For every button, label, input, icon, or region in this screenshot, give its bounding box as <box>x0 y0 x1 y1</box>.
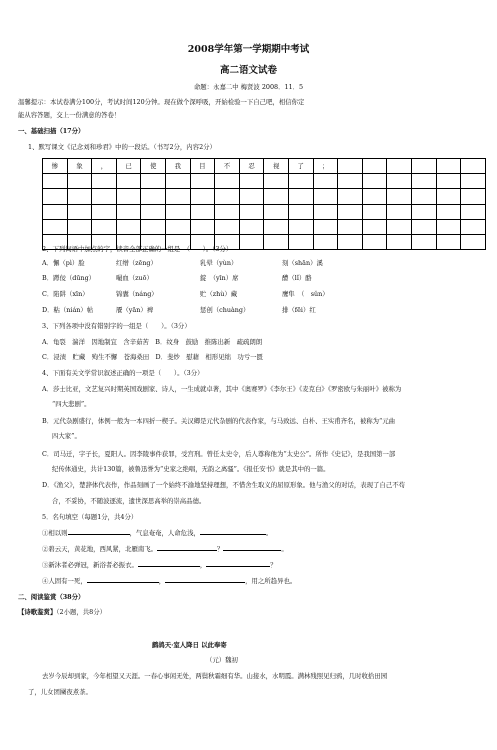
fill-text: ，气息奄奄，人命危浅， <box>129 529 200 537</box>
answer-blank[interactable] <box>68 528 130 535</box>
question-4: 4、下面有关文学常识叙述正确的一项是（ ）。（3分） <box>42 369 204 377</box>
fill-text: ①相以则 <box>42 529 68 537</box>
answer-blank[interactable] <box>206 560 270 567</box>
fill-text: 。 <box>281 545 288 553</box>
grid-cell <box>338 159 363 174</box>
grid-cell[interactable] <box>387 204 412 219</box>
grid-cell: 我 <box>165 159 190 174</box>
grid-cell[interactable] <box>141 219 166 234</box>
fill-text: ？ <box>217 545 224 553</box>
byline: 命题：永嘉二中 梅贤波 2008．11．5 <box>193 83 304 91</box>
grid-cell[interactable] <box>165 204 190 219</box>
grid-cell[interactable] <box>43 204 68 219</box>
grid-cell[interactable] <box>411 189 436 204</box>
grid-cell[interactable] <box>43 174 68 189</box>
grid-cell[interactable] <box>411 234 436 249</box>
grid-cell[interactable] <box>215 219 240 234</box>
grid-cell[interactable] <box>411 174 436 189</box>
fill-text: 。 <box>265 529 273 537</box>
fill-text: ③新沐者必弹冠，新浴者必振衣。 <box>42 561 138 569</box>
grid-cell[interactable] <box>436 219 461 234</box>
grid-cell[interactable] <box>92 174 117 189</box>
grid-cell[interactable] <box>362 234 387 249</box>
subsection-title: 【诗歌鉴赏】 <box>18 608 57 616</box>
grid-cell[interactable] <box>461 159 486 174</box>
grid-cell[interactable] <box>338 219 363 234</box>
grid-cell: 不 <box>215 159 240 174</box>
option-item: 鹰隼 （ sǔn） <box>282 290 329 298</box>
grid-cell[interactable] <box>387 189 412 204</box>
grid-cell[interactable] <box>239 174 264 189</box>
grid-cell[interactable] <box>288 204 313 219</box>
option-item: A．懈（pì）脸 <box>42 259 85 267</box>
option-c: C．司马迁，字子长，夏阳人。因李陵事件获罪，受宫刑。曾任太史令，后人尊称他为“太史公”。所作《史记》，是我国第一部 <box>42 450 396 458</box>
fill-item <box>42 576 296 585</box>
grid-cell[interactable] <box>190 189 215 204</box>
grid-cell[interactable] <box>288 234 313 249</box>
grid-cell: 视 <box>264 159 289 174</box>
answer-blank[interactable] <box>223 544 281 551</box>
grid-cell[interactable] <box>362 189 387 204</box>
grid-cell[interactable] <box>362 159 387 174</box>
grid-cell[interactable] <box>116 174 141 189</box>
grid-cell[interactable] <box>264 204 289 219</box>
grid-cell[interactable] <box>461 189 486 204</box>
writing-grid <box>42 158 486 250</box>
subsection-note: （2小题，共8分） <box>56 608 107 616</box>
grid-cell[interactable] <box>338 234 363 249</box>
option-item: 刻（shān）溪 <box>282 259 323 267</box>
fill-text: ， <box>158 577 166 585</box>
answer-blank[interactable] <box>165 576 245 583</box>
grid-cell[interactable] <box>215 189 240 204</box>
subsection-heading <box>18 608 106 616</box>
grid-cell[interactable] <box>411 204 436 219</box>
grid-cell[interactable] <box>141 189 166 204</box>
grid-cell: 已 <box>116 159 141 174</box>
grid-cell[interactable] <box>141 174 166 189</box>
grid-cell[interactable] <box>362 174 387 189</box>
fill-text: ，用之所趋异也。 <box>245 577 297 585</box>
fill-item <box>42 544 288 553</box>
poem-line: 去岁今辰却到家，今年相望又天涯。一春心事闲无处，两鬓秋霜细有华。山接水，水明霞。满林残照见归鸦，几时收拾田园 <box>42 672 388 680</box>
notice-line: 温馨提示：本试卷满分100分，考试时间120分钟。现在做个深呼吸，开始检验一下自己吧，相信你定 <box>18 98 305 106</box>
poem-line: 了，儿女团圞夜煮茶。 <box>28 688 92 696</box>
poem-author: （元）魏初 <box>206 656 238 664</box>
grid-cell[interactable] <box>288 174 313 189</box>
grid-cell[interactable] <box>190 204 215 219</box>
grid-cell: 忍 <box>239 159 264 174</box>
grid-cell[interactable] <box>43 219 68 234</box>
grid-cell[interactable] <box>116 219 141 234</box>
grid-cell[interactable] <box>436 174 461 189</box>
grid-cell[interactable] <box>288 219 313 234</box>
question-5: 5．名句填空（每题1分，共4分） <box>42 513 138 521</box>
option-b-cont: 四大家”。 <box>52 432 81 440</box>
grid-cell[interactable] <box>141 204 166 219</box>
grid-cell[interactable] <box>288 189 313 204</box>
grid-cell[interactable] <box>215 174 240 189</box>
grid-cell[interactable] <box>165 189 190 204</box>
option-item: 红缯（zēng） <box>116 259 157 267</box>
answer-blank[interactable] <box>157 544 217 551</box>
page-title: 2008学年第一学期期中考试 <box>187 44 310 55</box>
section-heading: 二、阅读鉴赏（38分） <box>18 593 85 601</box>
grid-cell[interactable] <box>190 174 215 189</box>
grid-cell[interactable] <box>362 204 387 219</box>
option-item: 醴（lǐ）酪 <box>282 274 312 282</box>
option-item: 锦囊（náng） <box>116 290 158 298</box>
grid-cell: 了 <box>288 159 313 174</box>
grid-cell[interactable] <box>313 204 338 219</box>
option-d: D．《渔父》，楚辞体代表作，作品刻画了一个始终不渝地坚持理想，不惜舍生取义的屈原形象。他与渔父的对话，表现了自己不苟 <box>42 481 405 489</box>
page-subtitle: 高二语文试卷 <box>219 65 277 76</box>
grid-cell[interactable] <box>338 204 363 219</box>
grid-cell: 使 <box>141 159 166 174</box>
grid-cell[interactable] <box>67 204 92 219</box>
grid-cell[interactable] <box>116 204 141 219</box>
grid-cell[interactable] <box>411 159 436 174</box>
grid-cell[interactable] <box>387 174 412 189</box>
grid-cell[interactable] <box>264 189 289 204</box>
grid-cell[interactable] <box>461 234 486 249</box>
grid-cell[interactable] <box>67 189 92 204</box>
fill-text: ④人固有一死， <box>42 577 87 585</box>
option-item: 惩创（chuàng） <box>200 306 250 314</box>
grid-cell[interactable] <box>387 159 412 174</box>
grid-cell[interactable] <box>239 219 264 234</box>
fill-item <box>42 560 277 569</box>
grid-cell[interactable] <box>92 189 117 204</box>
option-item: 嘬血（zuō） <box>116 274 153 282</box>
grid-cell[interactable] <box>387 219 412 234</box>
grid-row <box>43 204 486 219</box>
fill-text: ？ <box>270 561 277 569</box>
grid-cell[interactable] <box>67 219 92 234</box>
grid-cell[interactable] <box>190 219 215 234</box>
grid-cell[interactable] <box>239 234 264 249</box>
grid-cell[interactable] <box>436 204 461 219</box>
option-line: C．浸渍 贮藏 殉生不懈 苍海桑田 D．斐炒 慰藉 相形见绌 功亏一匮 <box>42 353 263 361</box>
grid-cell: 惨 <box>43 159 68 174</box>
grid-cell: ， <box>92 159 117 174</box>
option-item: 排（fēi）红 <box>282 306 316 314</box>
fill-text: ②碧云天，黄花地，西风紧，北雁南飞。 <box>42 545 158 553</box>
option-d-cont: 合，不妥协，不随波逐流，遗世深思高举的崇高品德。 <box>52 497 206 505</box>
grid-row <box>43 159 486 174</box>
option-a: A．莎士比亚，文艺复兴时期英国戏剧家、诗人，一生成就卓著，其中《奥赛罗》《李尔王》《麦克白》《罗密欧与朱丽叶》被称为 <box>42 385 402 393</box>
grid-row <box>43 219 486 234</box>
grid-cell[interactable] <box>165 174 190 189</box>
poem-title: 鹧鸪天·室人降日 以此奉寄 <box>152 641 227 649</box>
grid-cell[interactable] <box>92 219 117 234</box>
grid-cell[interactable] <box>215 204 240 219</box>
grid-cell[interactable] <box>67 174 92 189</box>
option-item: 錠 （yīn）席 <box>200 274 239 282</box>
grid-cell[interactable] <box>313 219 338 234</box>
fill-text: ， <box>199 561 207 569</box>
grid-cell[interactable] <box>461 219 486 234</box>
answer-blank[interactable] <box>200 528 266 535</box>
fill-item <box>42 528 272 537</box>
option-b: B．元代杂剧盛行，体例一般为一本四折一楔子。关汉卿是元代杂剧的代表作家，与马致远、白朴、王实甫齐名，被称为“元曲 <box>42 417 396 425</box>
option-item: 餍（yān）裨 <box>116 306 154 314</box>
grid-cell[interactable] <box>264 174 289 189</box>
option-item: D．粘（nián）帖 <box>42 306 94 314</box>
answer-blank[interactable] <box>138 560 200 567</box>
grid-cell: 目 <box>190 159 215 174</box>
grid-cell[interactable] <box>461 204 486 219</box>
grid-cell[interactable] <box>165 219 190 234</box>
grid-cell[interactable] <box>436 159 461 174</box>
grid-row <box>43 174 486 189</box>
option-a-cont: “四大悲剧”。 <box>52 400 91 408</box>
option-line: A．龟裂 湍洋 因地制宜 含辛茹苦 B．纹身 鼓励 推陈出新 疏疏朗朗 <box>42 338 263 346</box>
question-2: 2、下列词语中加点的字，读音全部正确的一组是 （ ）。（3分） <box>42 245 233 253</box>
section-heading: 一、基础扫描（17分） <box>18 127 85 135</box>
grid-cell[interactable] <box>387 234 412 249</box>
notice-line: 能从容答题，交上一份满意的答卷！ <box>18 111 121 119</box>
grid-cell[interactable] <box>116 189 141 204</box>
grid-cell[interactable] <box>436 234 461 249</box>
grid-cell[interactable] <box>362 219 387 234</box>
grid-cell[interactable] <box>313 189 338 204</box>
answer-blank[interactable] <box>87 576 159 583</box>
grid-cell[interactable] <box>338 189 363 204</box>
grid-cell[interactable] <box>92 204 117 219</box>
grid-cell[interactable] <box>43 189 68 204</box>
grid-cell[interactable] <box>313 234 338 249</box>
grid-cell[interactable] <box>411 219 436 234</box>
option-c-cont: 纪传体通史，共计130篇，被鲁迅誉为“史家之绝唱，无韵之离骚”。《报任安书》就是其中的一篇。 <box>52 465 330 473</box>
option-item: 贮（zhù）藏 <box>200 290 238 298</box>
option-item: C．陷阱（xīn） <box>42 290 89 298</box>
question-1: 1、默写课文《记念刘和珍君》中的一段话。（书写2分，内容2分） <box>28 143 216 151</box>
grid-cell[interactable] <box>264 219 289 234</box>
grid-cell[interactable] <box>313 174 338 189</box>
grid-cell[interactable] <box>461 174 486 189</box>
question-3: 3、下列各项中没有错别字的一组是（ ）。（3分） <box>42 322 191 330</box>
option-item: B．蹲佞（dūng） <box>42 274 96 282</box>
grid-cell: ； <box>313 159 338 174</box>
option-item: 乳晕（yùn） <box>200 259 238 267</box>
grid-cell[interactable] <box>264 234 289 249</box>
grid-cell[interactable] <box>239 204 264 219</box>
grid-cell[interactable] <box>436 189 461 204</box>
grid-cell[interactable] <box>239 189 264 204</box>
grid-cell[interactable] <box>338 174 363 189</box>
grid-cell: 象 <box>67 159 92 174</box>
grid-row <box>43 189 486 204</box>
